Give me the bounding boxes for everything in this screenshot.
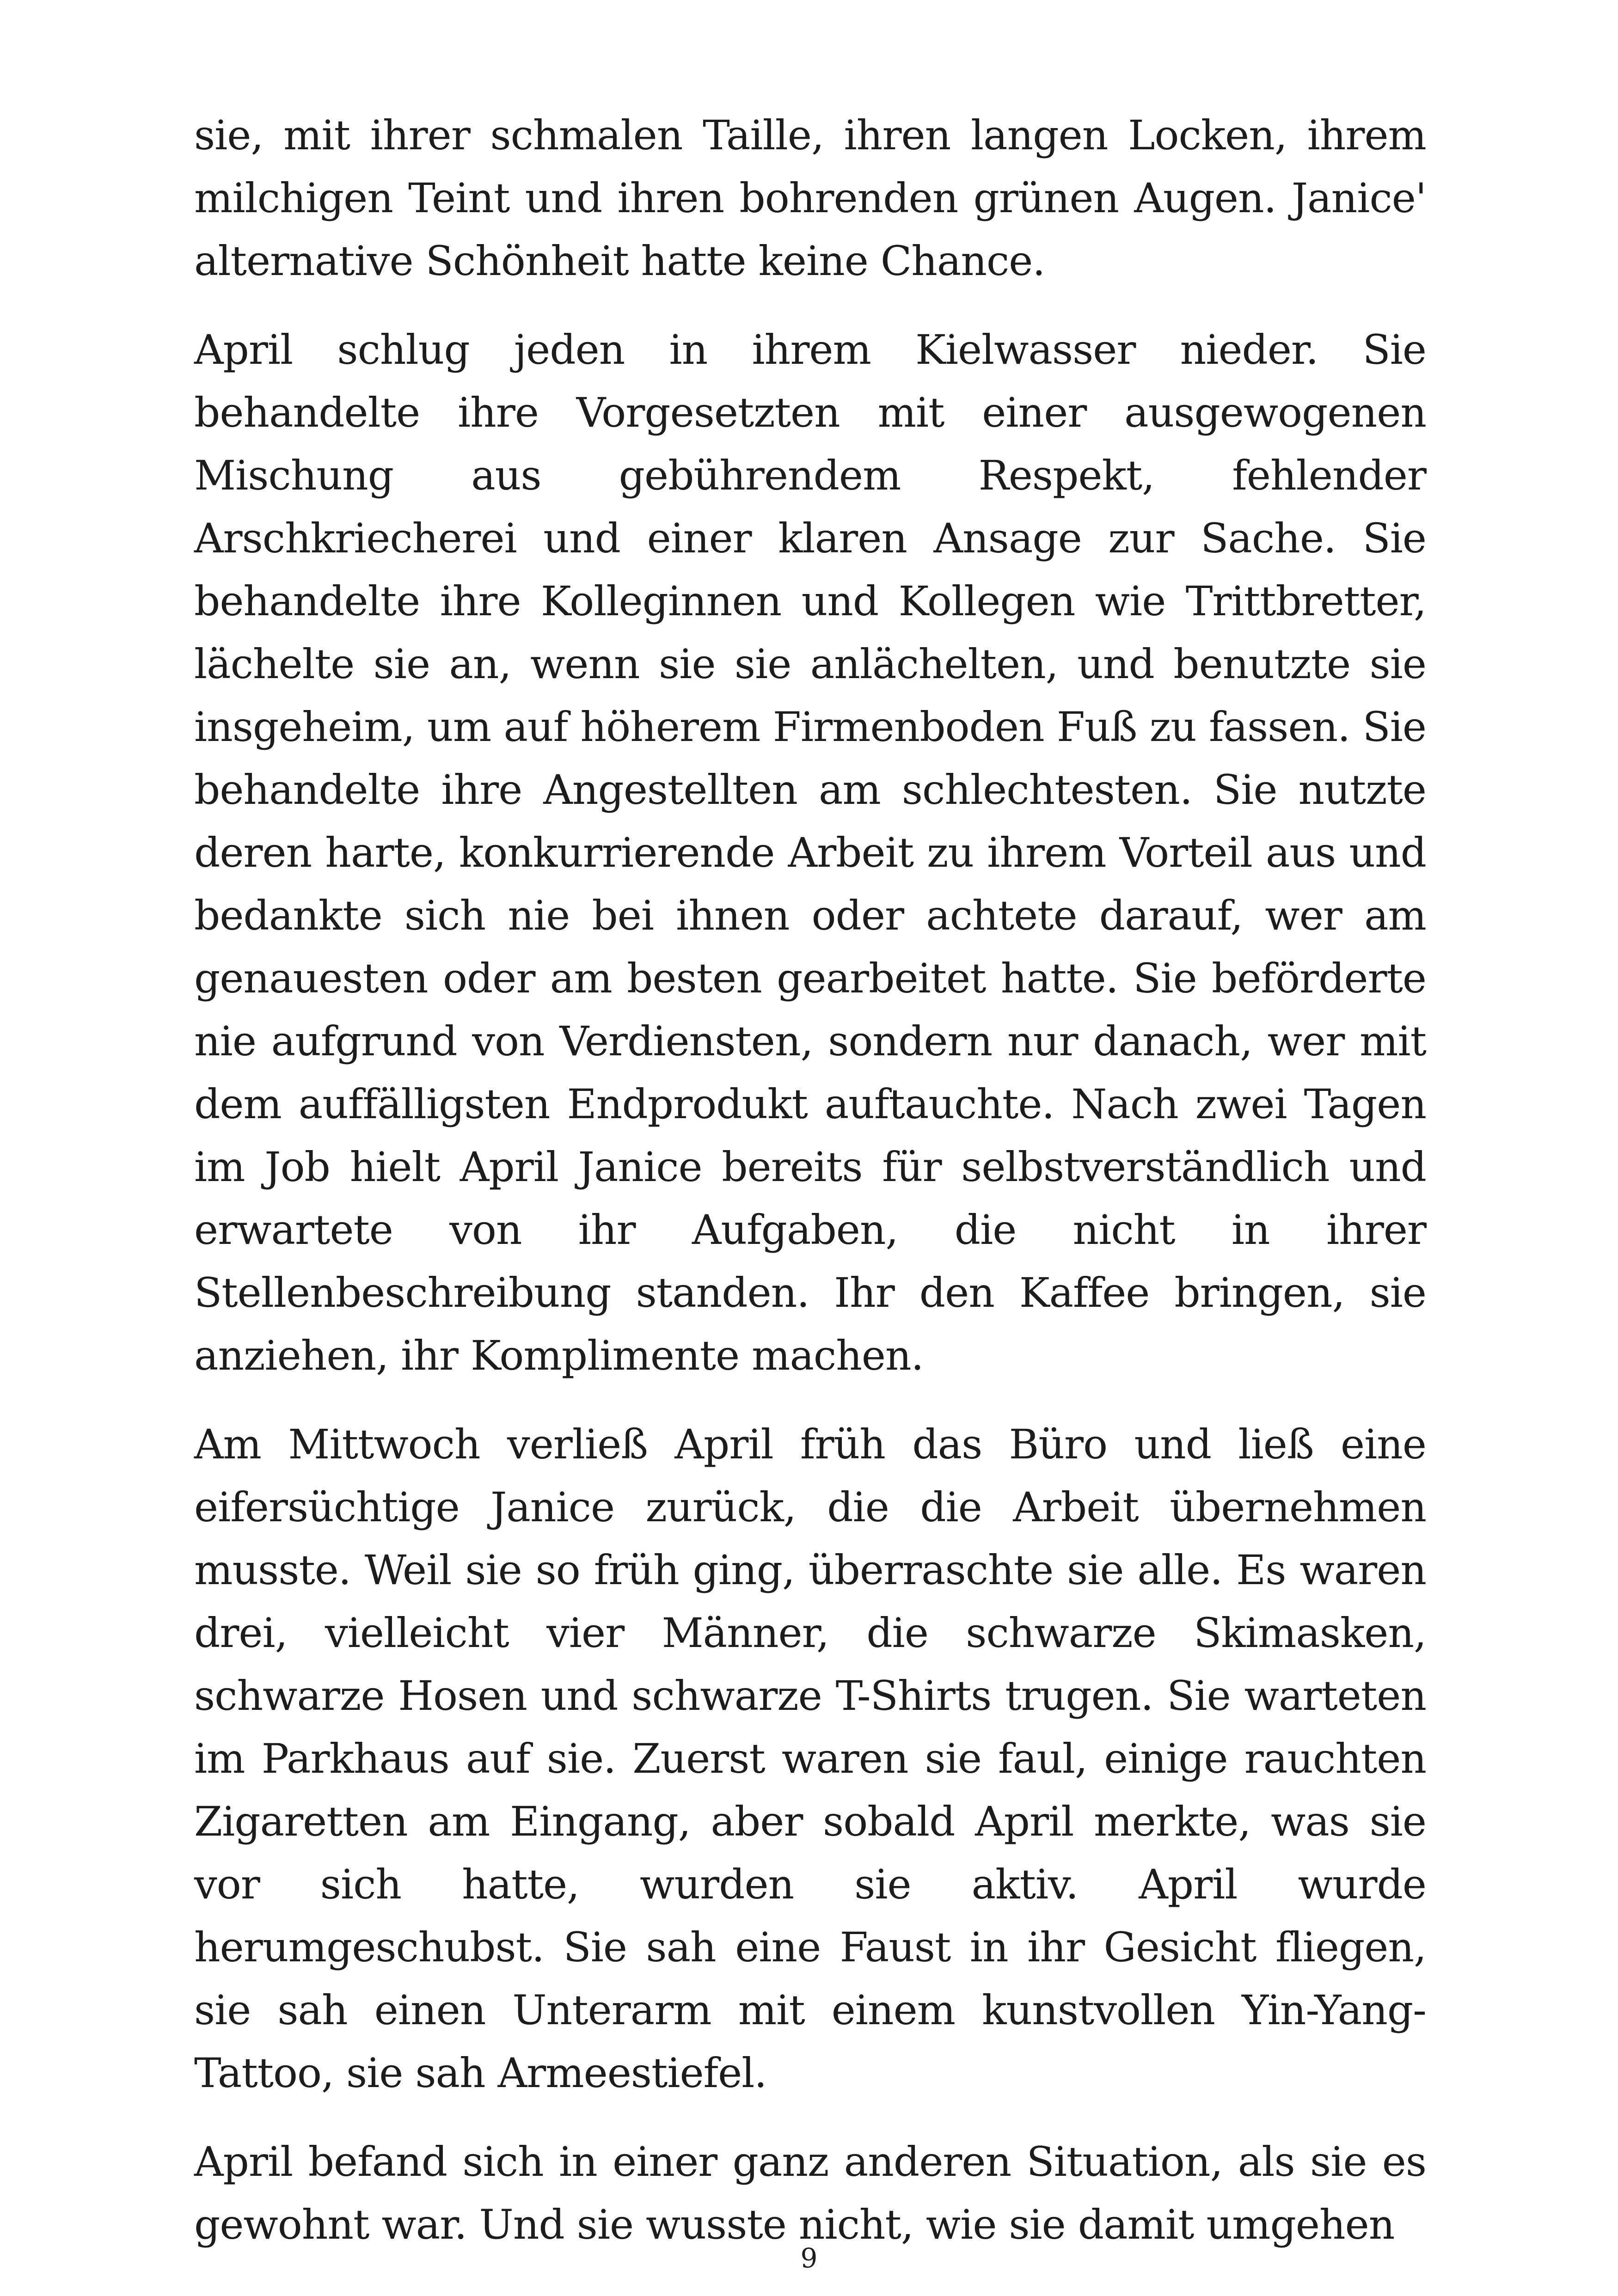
paragraph-1: sie, mit ihrer schmalen Taille, ihren langen Locken, ihrem milchigen Teint und ihren bohrenden grünen Augen. Janice' alternative Schönheit hatte keine Chance. <box>194 111 1426 285</box>
paragraph-4: April befand sich in einer ganz anderen Situation, als sie es gewohnt war. Und sie wusste nicht, wie sie damit umgehen <box>194 2138 1426 2248</box>
paragraph-3: Am Mittwoch verließ April früh das Büro und ließ eine eifersüchtige Janice zurück, die die Arbeit übernehmen musste. Weil sie so früh ging, überraschte sie alle. Es waren drei, vielleicht vier Männer, die schwarze Skimasken, schwarze Hosen und schwarze T-Shirts trugen. Sie warteten im Parkhaus auf sie. Zuerst waren sie faul, einige rauchten Zigaretten am Eingang, aber sobald April merkte, was sie vor sich hatte, wurden sie aktiv. April wurde herumgeschubst. Sie sah eine Faust in ihr Gesicht fliegen, sie sah einen Unterarm mit einem kunstvollen Yin-Yang-Tattoo, sie sah Armeestiefel. <box>194 1420 1426 2097</box>
page-number: 9 <box>800 2242 818 2274</box>
paragraph-2: April schlug jeden in ihrem Kielwasser nieder. Sie behandelte ihre Vorgesetzten mit einer ausgewogenen Mischung aus gebührendem Respekt, fehlender Arschkriecherei und einer klaren Ansage zur Sache. Sie behandelte ihre Kolleginnen und Kollegen wie Trittbretter, lächelte sie an, wenn sie sie anlächelten, und benutzte sie insgeheim, um auf höherem Firmenboden Fuß zu fassen. Sie behandelte ihre Angestellten am schlechtesten. Sie nutzte deren harte, konkurrierende Arbeit zu ihrem Vorteil aus und bedankte sich nie bei ihnen oder achtete darauf, wer am genauesten oder am besten gearbeitet hatte. Sie beförderte nie aufgrund von Verdiensten, sondern nur danach, wer mit dem auffälligsten Endprodukt auftauchte. Nach zwei Tagen im Job hielt April Janice bereits für selbstverständlich und erwartete von ihr Aufgaben, die nicht in ihrer Stellenbeschreibung standen. Ihr den Kaffee bringen, sie anziehen, ihr Komplimente machen. <box>194 326 1426 1379</box>
body-text <box>194 104 1426 2282</box>
